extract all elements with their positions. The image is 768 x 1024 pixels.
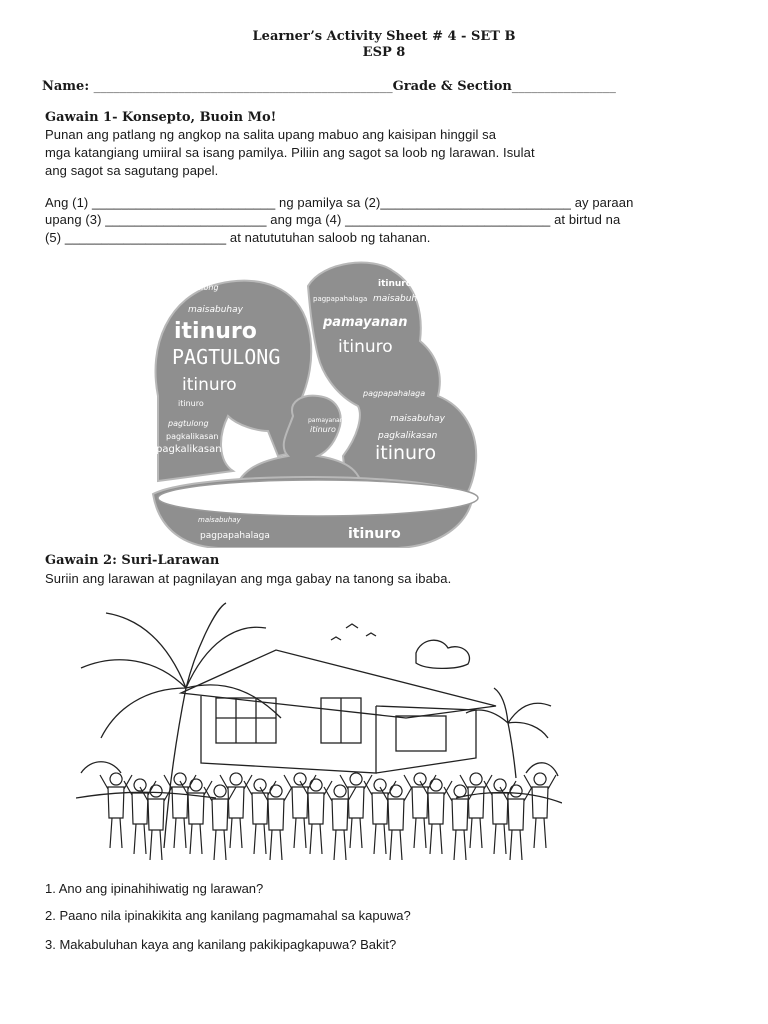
grade-label: Grade & Section — [392, 79, 512, 94]
activity1-instruction-line: mga katangiang umiiral sa isang pamilya. Piliin ang sagot sa loob ng larawan. Isulat — [45, 145, 535, 160]
cloud-word: itinuro — [375, 442, 437, 464]
palm-tree-right — [508, 723, 516, 778]
cloud-word: itinuro — [378, 279, 412, 289]
name-blank: ______________________________________________ — [93, 79, 393, 94]
birds — [331, 624, 376, 640]
house-window — [396, 716, 446, 751]
cloud-word: itinuro — [174, 319, 257, 344]
cloud-word: itinuro — [338, 337, 393, 357]
person-figure — [180, 779, 212, 854]
person-figure — [140, 785, 172, 860]
cloud-word: pagkalikasan — [378, 431, 438, 441]
cloud-word: pagpapahalaga — [363, 389, 426, 398]
guide-question: 3. Makabuluhan kaya ang kanilang pakikipagkapuwa? Bakit? — [45, 937, 397, 952]
cloud-word: itinuro — [178, 399, 204, 408]
house-window — [216, 698, 276, 743]
cloud-word: maisabuhay — [373, 294, 428, 304]
person-figure — [500, 785, 532, 860]
activity1-instruction-line: Punan ang patlang ng angkop na salita upang mabuo ang kaisipan hinggil sa — [45, 127, 497, 142]
cloud — [416, 640, 470, 668]
cloud-word: pagtulong — [168, 419, 209, 428]
name-label: Name: — [42, 79, 90, 94]
cloud-word: pagpapahalaga — [313, 295, 368, 303]
activity1-heading: Gawain 1- Konsepto, Buoin Mo! — [45, 110, 277, 125]
cloud-word: pamayanan — [308, 417, 344, 424]
cloud-bottom-big-word: itinuro — [348, 526, 401, 542]
name-grade-row — [42, 79, 616, 94]
person-figure — [380, 785, 412, 860]
cloud-word: pagkalikasan — [156, 444, 222, 455]
cloud-word: itinuro — [310, 425, 336, 434]
cloud-word: pamayanan — [323, 315, 408, 330]
grade-blank: ________________ — [511, 79, 616, 94]
cloud-word: pagkalikasan — [166, 432, 219, 441]
person-figure — [420, 779, 452, 854]
cloud-word: PAGTULONG — [172, 345, 281, 369]
sheet-title: Learner’s Activity Sheet # 4 - SET B — [252, 29, 516, 44]
activity1-instruction-line: ang sagot sa sagutang papel. — [45, 163, 219, 178]
cloud-bottom-small-word: maisabuhay — [198, 516, 241, 524]
cloud-word: maisabuhay — [188, 305, 243, 315]
activity2-heading: Gawain 2: Suri-Larawan — [45, 553, 220, 568]
fill-in-sentence-line: Ang (1) _________________________ ng pamilya sa (2)__________________________ ay paraan — [45, 195, 634, 210]
guide-question: 2. Paano nila ipinakikita ang kanilang pagmamahal sa kapuwa? — [45, 908, 411, 923]
person-figure — [260, 785, 292, 860]
person-figure — [100, 773, 132, 848]
activity2-instruction: Suriin ang larawan at pagnilayan ang mga gabay na tanong sa ibaba. — [45, 571, 452, 586]
house-wall — [201, 696, 376, 773]
cloud-bottom-word: pagpapahalaga — [200, 531, 270, 541]
cloud-word: itinuro — [182, 375, 237, 395]
fill-in-sentence-line: upang (3) ______________________ ang mga (4) ____________________________ at birtud na — [45, 212, 621, 227]
bayanihan-illustration — [76, 598, 562, 866]
fill-in-sentence-line: (5) ______________________ at natututuhan saloob ng tahanan. — [45, 230, 431, 245]
family-word-cloud-image — [138, 256, 483, 548]
guide-question: 1. Ano ang ipinahihiwatig ng larawan? — [45, 881, 264, 896]
cloud-word: maisabuhay — [390, 414, 445, 424]
cloud-word: pagtulong — [178, 283, 219, 292]
person-figure — [524, 773, 556, 848]
subject-title: ESP 8 — [362, 45, 406, 60]
crowd-of-people — [100, 773, 556, 860]
person-figure — [300, 779, 332, 854]
house-roof — [181, 650, 496, 718]
